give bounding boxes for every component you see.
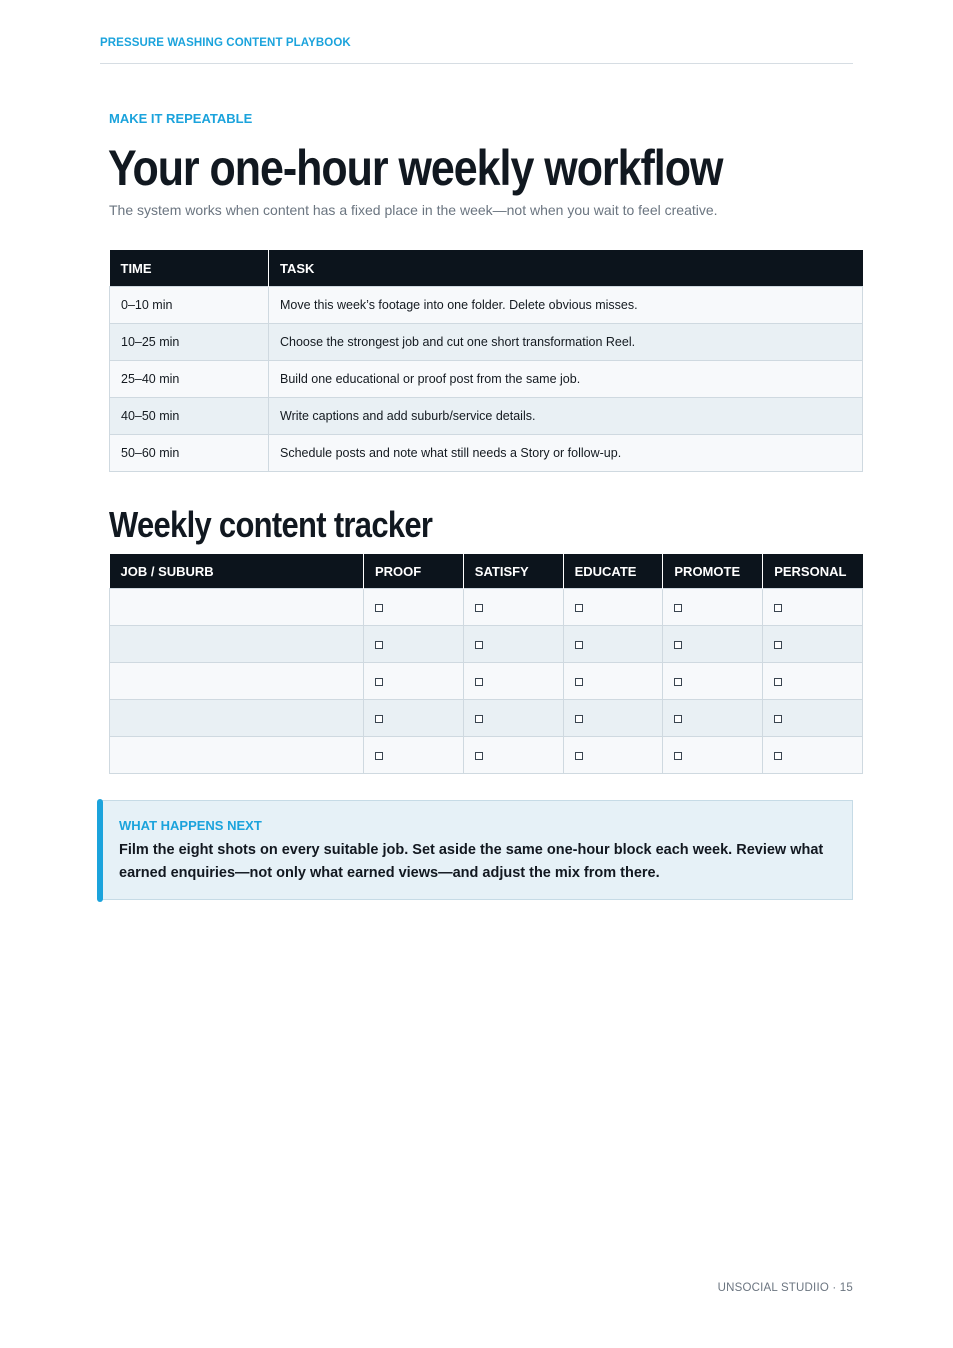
checkbox-empty-icon[interactable]: [575, 604, 583, 612]
page-subtitle: The system works when content has a fixed place in the week—not when you wait to feel creative.: [109, 202, 718, 218]
table-row: [110, 435, 863, 472]
task-cell: Write captions and add suburb/service details.: [269, 398, 863, 435]
tracker-checkbox-cell: [463, 589, 563, 626]
checkbox-empty-icon[interactable]: [475, 752, 483, 760]
header-rule: [100, 63, 853, 64]
checkbox-empty-icon[interactable]: [475, 604, 483, 612]
tracker-checkbox-cell: [763, 700, 863, 737]
checkbox-empty-icon[interactable]: [575, 641, 583, 649]
checkbox-empty-icon[interactable]: [575, 752, 583, 760]
column-header-personal: PERSONAL: [763, 554, 863, 589]
checkbox-empty-icon[interactable]: [674, 752, 682, 760]
checkbox-empty-icon[interactable]: [375, 641, 383, 649]
tracker-checkbox-cell: [463, 626, 563, 663]
checkbox-empty-icon[interactable]: [375, 752, 383, 760]
tracker-checkbox-cell: [763, 737, 863, 774]
job-suburb-cell[interactable]: [110, 737, 364, 774]
tracker-checkbox-cell: [663, 589, 763, 626]
callout-label: WHAT HAPPENS NEXT: [119, 818, 262, 833]
callout-accent-bar: [97, 799, 103, 902]
checkbox-empty-icon[interactable]: [475, 641, 483, 649]
tracker-header-row: [110, 554, 863, 589]
tracker-checkbox-cell: [364, 626, 464, 663]
job-suburb-cell[interactable]: [110, 700, 364, 737]
table-row: [110, 398, 863, 435]
running-head: PRESSURE WASHING CONTENT PLAYBOOK: [100, 37, 351, 49]
tracker-row: [110, 626, 863, 663]
task-cell: Build one educational or proof post from the same job.: [269, 361, 863, 398]
checkbox-empty-icon[interactable]: [774, 752, 782, 760]
checkbox-empty-icon[interactable]: [575, 678, 583, 686]
checkbox-empty-icon[interactable]: [475, 715, 483, 723]
tracker-title: Weekly content tracker: [109, 504, 433, 545]
tracker-row: [110, 589, 863, 626]
tracker-checkbox-cell: [663, 737, 763, 774]
tracker-row: [110, 737, 863, 774]
tracker-checkbox-cell: [763, 589, 863, 626]
table-row: [110, 361, 863, 398]
checkbox-empty-icon[interactable]: [674, 604, 682, 612]
content-tracker-table: [109, 554, 863, 774]
tracker-checkbox-cell: [563, 626, 663, 663]
tracker-checkbox-cell: [563, 700, 663, 737]
checkbox-empty-icon[interactable]: [575, 715, 583, 723]
checkbox-empty-icon[interactable]: [674, 678, 682, 686]
tracker-checkbox-cell: [364, 589, 464, 626]
column-header-task: TASK: [269, 250, 863, 287]
column-header-time: TIME: [110, 250, 269, 287]
time-cell: 10–25 min: [110, 324, 269, 361]
job-suburb-cell[interactable]: [110, 626, 364, 663]
tracker-checkbox-cell: [463, 700, 563, 737]
checkbox-empty-icon[interactable]: [375, 604, 383, 612]
tracker-checkbox-cell: [463, 663, 563, 700]
tracker-checkbox-cell: [563, 663, 663, 700]
tracker-row: [110, 663, 863, 700]
column-header-promote: PROMOTE: [663, 554, 763, 589]
tracker-checkbox-cell: [663, 626, 763, 663]
checkbox-empty-icon[interactable]: [774, 715, 782, 723]
task-cell: Schedule posts and note what still needs a Story or follow-up.: [269, 435, 863, 472]
tracker-row: [110, 700, 863, 737]
tracker-checkbox-cell: [763, 626, 863, 663]
tracker-checkbox-cell: [364, 663, 464, 700]
tracker-checkbox-cell: [563, 737, 663, 774]
task-cell: Choose the strongest job and cut one short transformation Reel.: [269, 324, 863, 361]
time-cell: 0–10 min: [110, 287, 269, 324]
tracker-checkbox-cell: [364, 737, 464, 774]
table-row: [110, 324, 863, 361]
checkbox-empty-icon[interactable]: [375, 678, 383, 686]
checkbox-empty-icon[interactable]: [375, 715, 383, 723]
table-row: [110, 287, 863, 324]
callout-body: Film the eight shots on every suitable job. Set aside the same one-hour block each week. Review what earned enquiries—not only what earned views—and adjust the mix from there.: [119, 842, 824, 881]
job-suburb-cell[interactable]: [110, 589, 364, 626]
workflow-table: [109, 250, 863, 472]
task-cell: Move this week’s footage into one folder. Delete obvious misses.: [269, 287, 863, 324]
tracker-checkbox-cell: [364, 700, 464, 737]
tracker-checkbox-cell: [763, 663, 863, 700]
tracker-checkbox-cell: [563, 589, 663, 626]
section-eyebrow: MAKE IT REPEATABLE: [109, 111, 253, 126]
column-header-educate: EDUCATE: [563, 554, 663, 589]
job-suburb-cell[interactable]: [110, 663, 364, 700]
tracker-checkbox-cell: [463, 737, 563, 774]
next-steps-callout: [98, 800, 853, 900]
tracker-checkbox-cell: [663, 700, 763, 737]
tracker-checkbox-cell: [663, 663, 763, 700]
time-cell: 50–60 min: [110, 435, 269, 472]
column-header-proof: PROOF: [364, 554, 464, 589]
page-footer: UNSOCIAL STUDIIO · 15: [717, 1282, 853, 1294]
page-title: Your one-hour weekly workflow: [108, 140, 723, 196]
time-cell: 40–50 min: [110, 398, 269, 435]
column-header-job-suburb: JOB / SUBURB: [110, 554, 364, 589]
checkbox-empty-icon[interactable]: [774, 641, 782, 649]
checkbox-empty-icon[interactable]: [774, 678, 782, 686]
workflow-header-row: [110, 250, 863, 287]
checkbox-empty-icon[interactable]: [674, 715, 682, 723]
checkbox-empty-icon[interactable]: [475, 678, 483, 686]
checkbox-empty-icon[interactable]: [774, 604, 782, 612]
checkbox-empty-icon[interactable]: [674, 641, 682, 649]
time-cell: 25–40 min: [110, 361, 269, 398]
column-header-satisfy: SATISFY: [463, 554, 563, 589]
